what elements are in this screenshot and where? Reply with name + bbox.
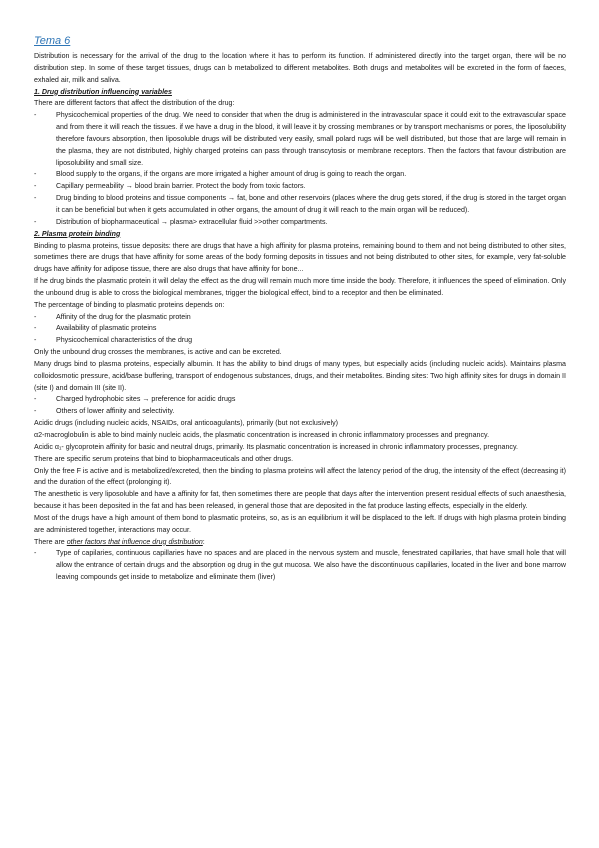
list-item: - Charged hydrophobic sites → preference for acidic drugs	[34, 394, 566, 406]
document-title: Tema 6	[34, 35, 71, 47]
list-item: - Capillary permeability → blood brain barrier. Protect the body from toxic factors.	[34, 181, 566, 193]
binding-factors-list	[34, 312, 566, 348]
paragraph: Many drugs bind to plasma proteins, especially albumin. It has the ability to bind drugs of many types, but especially acids (including nucleic acids). Maintains plasma colloidosmotic pressure, acid/base buffering, transport of endogenous substances, drugs, and their metabolites. Binding sites: Two high affinity sites for drugs in domain II (site I) and domain III (site II).	[34, 359, 566, 392]
text-span: There are	[34, 537, 67, 546]
paragraph: There are specific serum proteins that bind to biopharmaceuticals and other drugs.	[34, 454, 294, 463]
section-heading-1: 1. Drug distribution influencing variables	[34, 87, 172, 96]
intro-paragraph: Distribution is necessary for the arrival of the drug to the location where it has to perform its function. If administered directly into the target organ, there will be no distribution step. In some of these target tissues, drugs can b metabolized to different metabolites. Both drugs and metabolites will be excreted in the form of faeces, exhaled air, milk and saliva.	[34, 52, 566, 84]
section-1-lead: There are different factors that affect the distribution of the drug:	[34, 99, 235, 108]
binding-sites-list	[34, 394, 566, 418]
list-item: - Physicochemical properties of the drug. We need to consider that when the drug is administered in the intravascular space it could exit to the extravascular space and from there it will reach the tissues. if we have a drug in the blood, it will leave it by crossing membranes or by transport mechanisms or pores, the liposolubility therefore favours absorption, then liposoluble drugs will be distributed very easily, small polard rugs will be well distributed, but those that are large will remain in the plasma, they are not distributed, highly charged proteins can pass through transcytosis or membrane receptors. Then the factors that favour distribution are liposolubility and small size.	[34, 110, 566, 169]
paragraph: α2-macroglobulin is able to bind mainly nucleic acids, the plasmatic concentration is increased in chronic inflammatory processes and pregnancy.	[34, 431, 490, 439]
paragraph: The percentage of binding to plasmatic proteins depends on:	[34, 300, 225, 309]
paragraph: Acidic drugs (including nucleic acids, NSAIDs, oral anticoagulants), primarily (but not exclusively)	[34, 419, 338, 428]
underlined-phrase: other factors that influence drug distribution	[66, 537, 203, 546]
other-factors-list	[34, 548, 566, 584]
list-item: - Physicochemical characteristics of the drug	[34, 335, 566, 347]
list-item: - Drug binding to blood proteins and tissue components → fat, bone and other reservoirs (places where the drug gets stored, if the drug is stored in the target organ it can be beneficial but when it gets accumulated in other organs, the amount of drug it will reach to the main organ will be reduced).	[34, 193, 566, 217]
paragraph: If he drug binds the plasmatic protein it will delay the effect as the drug will remain much more time inside the body. Therefore, it influences the speed of elimination. Only the unbound drug is able to cross the biological membranes, trigger the biological effect, bind to a receptor and then be eliminated.	[34, 277, 566, 297]
list-item: - Blood supply to the organs, if the organs are more irrigated a higher amount of drug is going to reach the organ.	[34, 169, 566, 181]
paragraph: Only the free F is active and is metabolized/excreted, then the binding to plasma proteins will affect the latency period of the drug, the intensity of the effect (decreasing it) and the duration of the effect (prolonging it).	[34, 466, 566, 487]
list-item: - Distribution of biopharmaceutical → plasma> extracellular fluid >>other compartments.	[34, 217, 566, 229]
document-page	[34, 34, 566, 584]
section-heading-2: 2. Plasma protein binding	[34, 229, 121, 238]
factors-list	[34, 110, 566, 228]
paragraph: Most of the drugs have a high amount of them bond to plasmatic proteins, so, as is an equilibrium it will be displaced to the left. If drugs with high plasma protein binding are administered together, interactions may occur.	[34, 513, 566, 534]
text-span: :	[202, 537, 205, 546]
paragraph	[34, 537, 566, 549]
list-item: - Availability of plasmatic proteins	[34, 323, 566, 335]
list-item: - Others of lower affinity and selectivity.	[34, 406, 566, 418]
paragraph: Only the unbound drug crosses the membranes, is active and can be excreted.	[34, 348, 282, 357]
paragraph: Acidic α₁- glycoprotein affinity for basic and neutral drugs, primarily. Its plasmatic concentration is increased in chronic inflammatory processes, pregnancy.	[34, 442, 518, 451]
paragraph: The anesthetic is very liposoluble and have a affinity for fat, then sometimes there are people that days after the intervention present residual effects of such anaesthesia, because it has been deposited in the fat and has been released, in general those that are deposited in the fat produce lasting effects, especially in the elderly.	[34, 490, 566, 511]
paragraph: Binding to plasma proteins, tissue deposits: there are drugs that have a high affinity for plasma proteins, remaining bound to them and not being distributed to other sites, sometimes there are drugs that have affinity for some areas of the body forming deposits in tissues and not being distributed to other sites, for example, very fat-soluble drugs have affinity for adipose tissue, there are also drugs that have affinity for bone...	[34, 241, 566, 274]
list-item: - Type of capilaries, continuous capillaries have no spaces and are placed in the nervous system and muscle, fenestrated capillaries, that have small hole that will allow the entrance of certain drugs and the absorption og drug in the gut mucosa. We also have the discontinuous capillaries, located in the liver and bone marrow leaving compounds get inside to metabolize and eliminate them (liver)	[34, 548, 566, 584]
list-item: - Affinity of the drug for the plasmatic protein	[34, 312, 566, 324]
